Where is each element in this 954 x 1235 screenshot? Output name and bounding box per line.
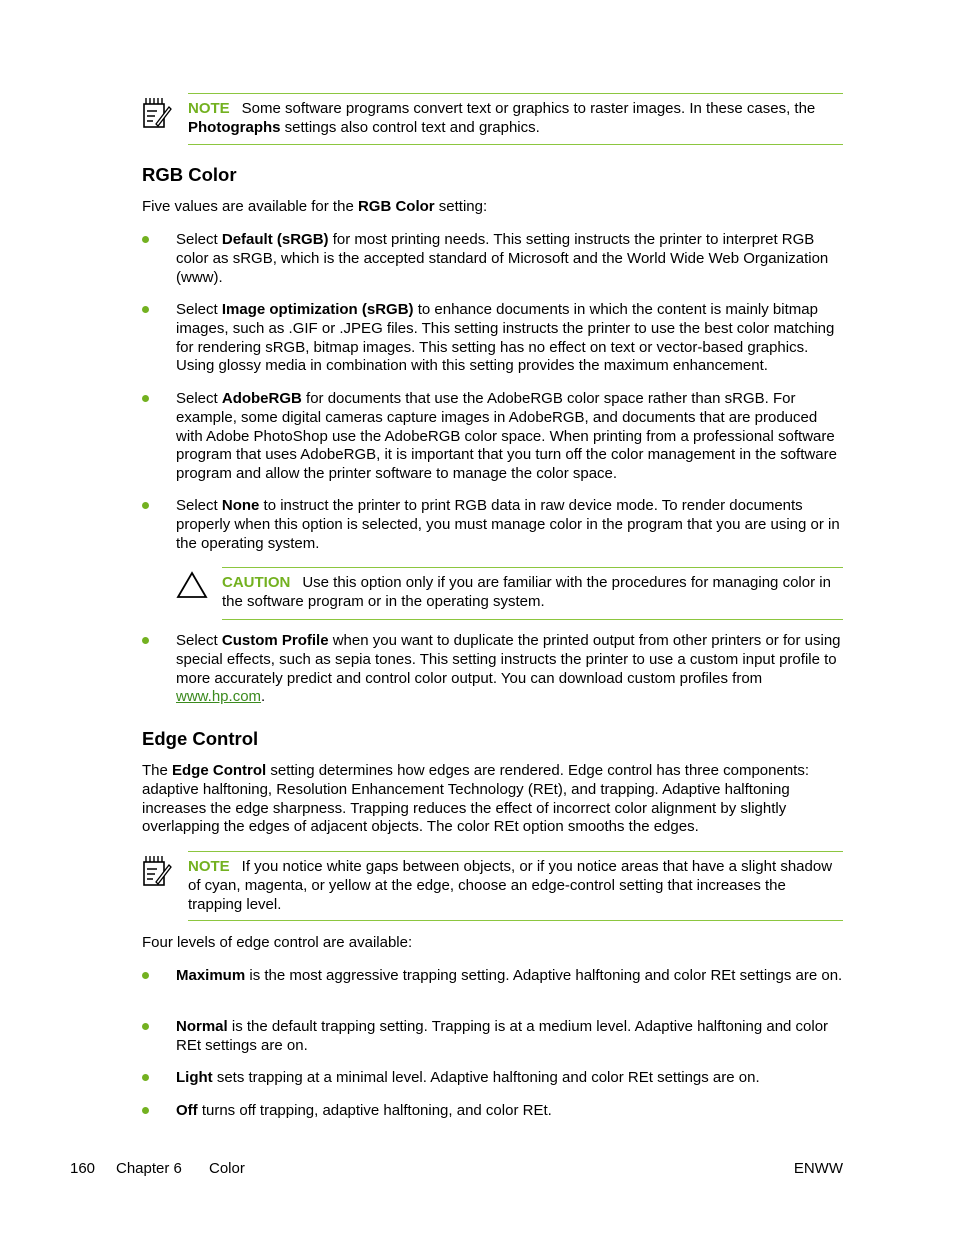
item-text: for documents that use the AdobeRGB color space rather than sRGB. For example, some digital cameras capture images in AdobeRGB, and documents that are produced with Adobe PhotoShop use the AdobeRGB color space. When printing from a professional software program that uses AdobeRGB, it is important that you turn off the color management in the software program and allow the printer software to manage the color space. bbox=[176, 390, 837, 483]
item-bold: Light bbox=[176, 1069, 213, 1086]
edge-intro-bold: Edge Control bbox=[172, 762, 267, 779]
item-text-end: . bbox=[261, 688, 266, 706]
rgb-intro-end: setting: bbox=[434, 198, 488, 215]
note-bold: Photographs bbox=[188, 118, 281, 136]
edge-heading: Edge Control bbox=[142, 728, 259, 749]
item-text: is the most aggressive trapping setting. Adaptive halftoning and color REt settings are on. bbox=[245, 967, 843, 984]
item-text: to instruct the printer to print RGB data in raw device mode. To render documents properly when this option is selected, you must manage color in the program that you are using or in the operating system. bbox=[176, 497, 840, 552]
note-text-end: settings also control text and graphics. bbox=[280, 118, 540, 136]
bullet-icon bbox=[142, 236, 149, 243]
item-bold: Default (sRGB) bbox=[221, 231, 329, 248]
bullet-icon bbox=[142, 1074, 149, 1081]
rgb-intro-bold: RGB Color bbox=[357, 198, 435, 215]
bullet-icon bbox=[142, 1107, 149, 1114]
chapter-label: Chapter 6 bbox=[116, 1160, 182, 1177]
item-text: to enhance documents in which the content is mainly bitmap images, such as .GIF or .JPEG files. This setting instructs the printer to use the best color matching for rendering sRGB, bitmap images. This setting has no effect on text or vector-based graphics. Using glossy media in combination with this setting provides the maximum enhancement. bbox=[176, 301, 835, 375]
note-label: NOTE bbox=[188, 100, 230, 117]
item-text: Select bbox=[176, 632, 222, 649]
caution-label: CAUTION bbox=[222, 574, 291, 591]
item-bold: Maximum bbox=[176, 967, 246, 984]
page-number: 160 bbox=[70, 1160, 96, 1177]
edge-intro-text: The bbox=[142, 762, 173, 779]
item-text: Select bbox=[176, 231, 222, 248]
hp-link[interactable]: www.hp.com bbox=[176, 688, 262, 706]
note-icon bbox=[142, 854, 172, 888]
note-text: If you notice white gaps between objects, or if you notice areas that have a slight shadow of cyan, magenta, or yellow at the edge, choose an edge-control setting that increases the trapping level. bbox=[188, 858, 833, 913]
edge-intro bbox=[142, 762, 843, 837]
item-text: Select bbox=[176, 301, 222, 318]
caution-icon bbox=[176, 571, 208, 599]
item-text: is the default trapping setting. Trapping is at a medium level. Adaptive halftoning and color REt settings are on. bbox=[176, 1018, 829, 1054]
bullet-icon bbox=[142, 972, 149, 979]
item-bold: AdobeRGB bbox=[221, 390, 302, 407]
item-text: Select bbox=[176, 390, 222, 407]
footer-right: ENWW bbox=[793, 1160, 843, 1177]
edge-intro-end: setting determines how edges are rendered. Edge control has three components: adaptive halftoning, Resolution Enhancement Technology (REt), and trapping. Adaptive halftoning increases the edge sharpness. Trapping reduces the effect of incorrect color alignment by slightly overlapping the edges of adjacent objects. The color REt option smooths the edges. bbox=[142, 762, 810, 836]
section-label: Color bbox=[209, 1160, 245, 1177]
levels-intro: Four levels of edge control are available: bbox=[142, 934, 413, 951]
note-box bbox=[142, 93, 843, 145]
bullet-icon bbox=[142, 1023, 149, 1030]
note-label: NOTE bbox=[188, 858, 230, 875]
bullet-icon bbox=[142, 637, 149, 644]
item-text: for most printing needs. This setting instructs the printer to interpret RGB color as sRGB, which is the accepted standard of Microsoft and the World Wide Web Organization (www). bbox=[176, 231, 829, 286]
item-bold: Normal bbox=[176, 1018, 228, 1035]
note-icon bbox=[142, 96, 172, 130]
caution-text: Use this option only if you are familiar with the procedures for managing color in the software program or in the operating system. bbox=[222, 574, 831, 610]
bullet-icon bbox=[142, 395, 149, 402]
rgb-heading: RGB Color bbox=[142, 164, 237, 185]
bullet-icon bbox=[142, 502, 149, 509]
rgb-intro bbox=[142, 198, 843, 217]
item-bold: None bbox=[221, 497, 260, 514]
note-box bbox=[142, 851, 843, 921]
item-text: Select bbox=[176, 497, 222, 514]
note-text: Some software programs convert text or graphics to raster images. In these cases, the bbox=[241, 100, 816, 117]
item-text: when you want to duplicate the printed output from other printers or for using special effects, such as sepia tones. This setting instructs the printer to use a custom input profile to more accurately predict and control color output. You can download custom profiles from bbox=[176, 632, 841, 687]
item-text: sets trapping at a minimal level. Adaptive halftoning and color REt settings are on. bbox=[212, 1069, 760, 1086]
item-bold: Custom Profile bbox=[221, 632, 329, 649]
item-bold: Off bbox=[176, 1102, 198, 1119]
bullet-icon bbox=[142, 306, 149, 313]
item-bold: Image optimization (sRGB) bbox=[221, 301, 414, 318]
item-text: turns off trapping, adaptive halftoning, and color REt. bbox=[197, 1102, 552, 1119]
caution-box bbox=[176, 567, 843, 620]
rgb-intro-text: Five values are available for the bbox=[142, 198, 358, 215]
